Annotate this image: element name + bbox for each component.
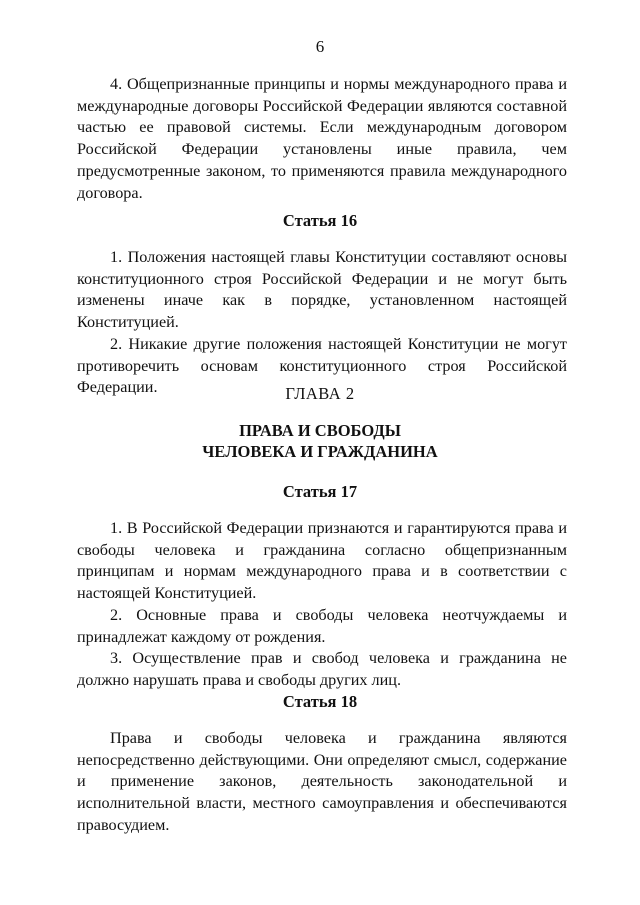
article-17-title: Статья 17 bbox=[282, 482, 358, 501]
article-15-paragraph-4: 4. Общепризнанные принципы и нормы международного права и международные договоры Российской Федерации являются составной частью ее правовой системы. Если международным договором Российской Федерации установлены иные правила, чем предусмотренные законом, то применяются правила международного договора. bbox=[77, 75, 567, 202]
article-16-section bbox=[77, 247, 567, 399]
article-18-section bbox=[77, 728, 567, 837]
chapter-title-line-1: ПРАВА И СВОБОДЫ bbox=[239, 421, 401, 440]
article-15-section bbox=[77, 74, 567, 204]
article-16-paragraph-1: 1. Положения настоящей главы Конституции составляют основы конституционного строя Российской Федерации и не могут быть изменены иначе как в порядке, установленном настоящей Конституцией. bbox=[77, 248, 567, 332]
page-number: 6 bbox=[315, 37, 325, 56]
article-16-paragraph-2: 2. Никакие другие положения настоящей Конституции не могут противоречить основам конституционного строя Российской Федерации. bbox=[77, 334, 567, 397]
article-17-section bbox=[77, 518, 567, 692]
article-17-paragraph-2: 2. Основные права и свободы человека неотчуждаемы и принадлежат каждому от рождения. bbox=[77, 605, 567, 646]
article-18-paragraph-1: Права и свободы человека и гражданина являются непосредственно действующими. Они определяют смысл, содержание и применение законов, деятельность законодательной и исполнительной власти, местного самоуправления и обеспечиваются правосудием. bbox=[77, 729, 567, 834]
article-16-title: Статья 16 bbox=[282, 211, 358, 230]
article-17-paragraph-3: 3. Осуществление прав и свобод человека и гражданина не должно нарушать права и свободы других лиц. bbox=[77, 649, 567, 689]
chapter-label: ГЛАВА 2 bbox=[285, 384, 355, 403]
article-18-title: Статья 18 bbox=[282, 692, 358, 711]
chapter-title-line-2: ЧЕЛОВЕКА И ГРАЖДАНИНА bbox=[202, 442, 438, 461]
chapter-title bbox=[0, 420, 640, 462]
article-17-paragraph-1: 1. В Российской Федерации признаются и гарантируются права и свободы человека и гражданина согласно общепризнанным принципам и нормам международного права и в соответствии с настоящей Конституцией. bbox=[77, 519, 567, 603]
